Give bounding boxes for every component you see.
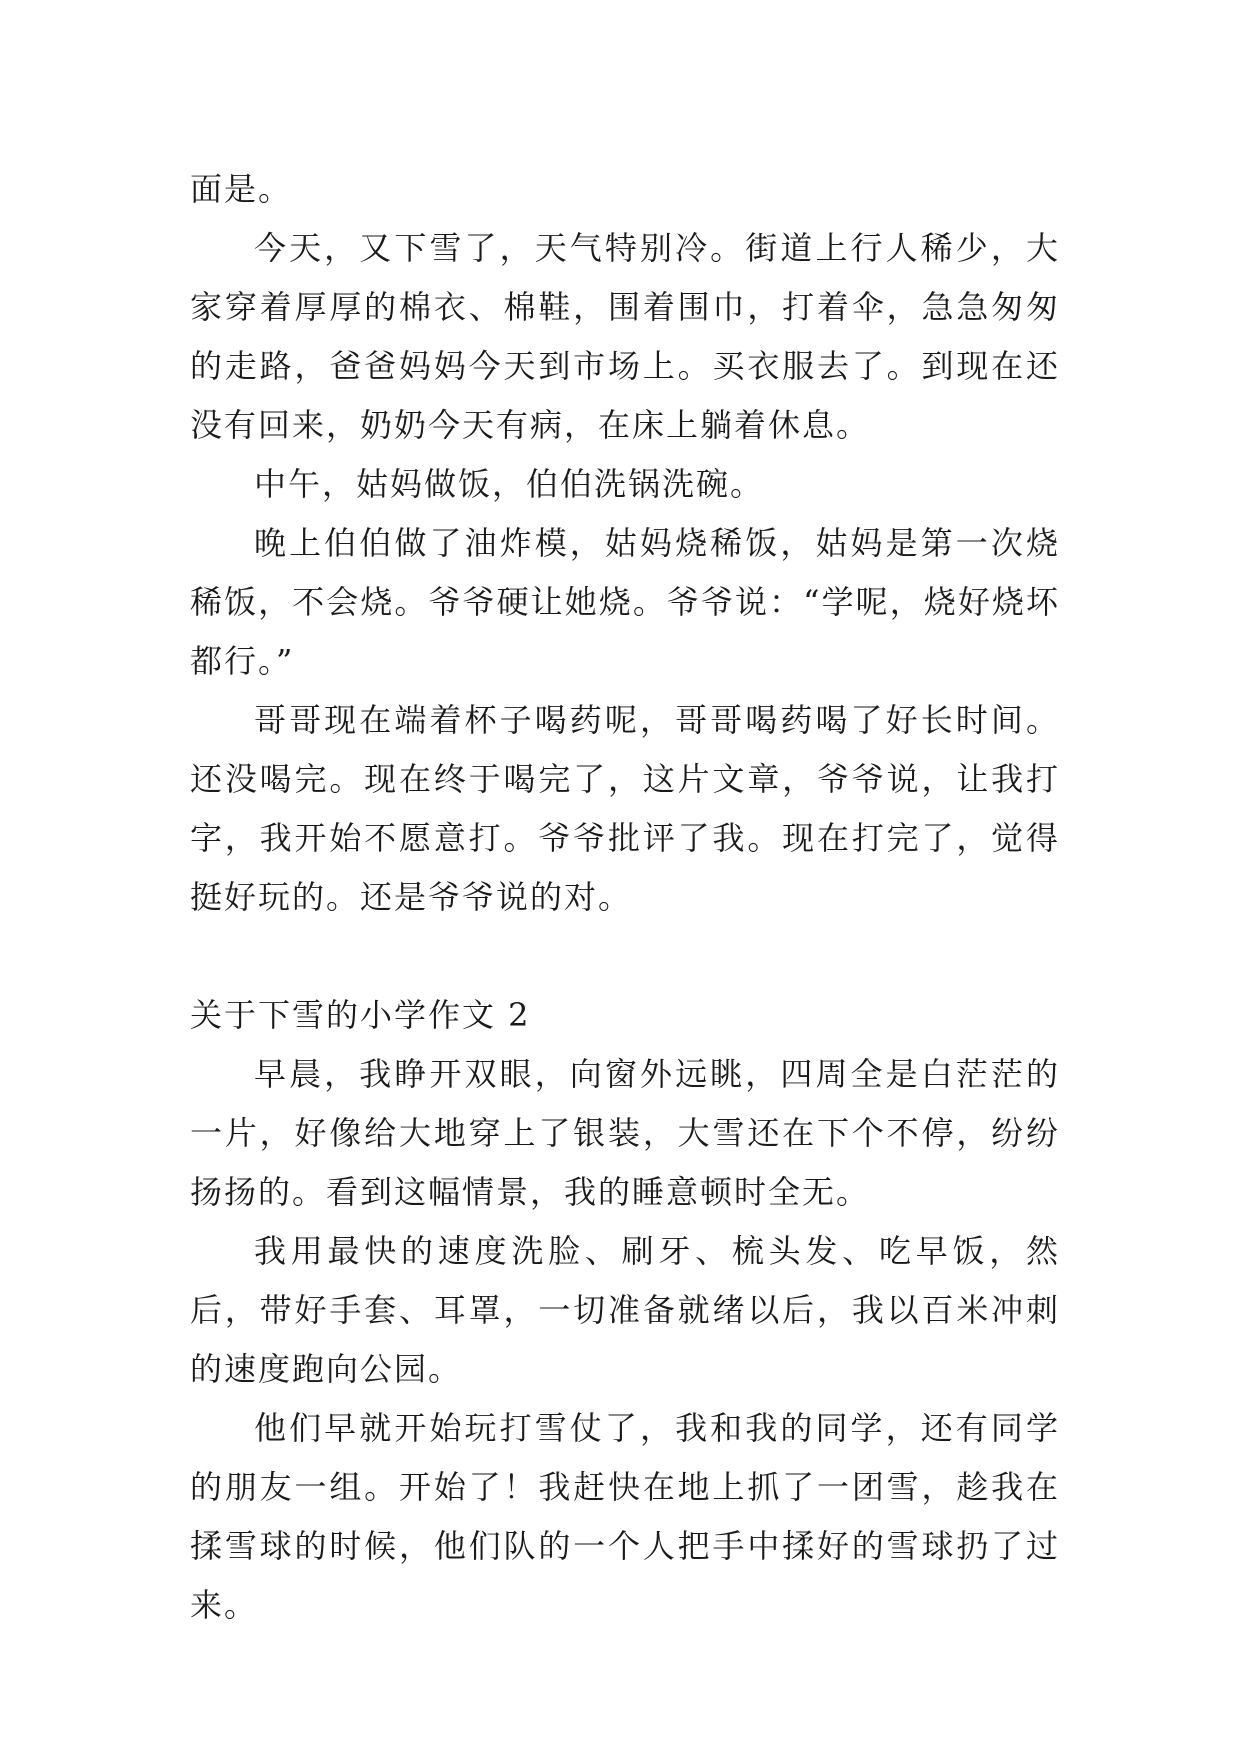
paragraph-3: 中午，姑妈做饭，伯伯洗锅洗碗。 bbox=[254, 465, 765, 503]
paragraph-5: 哥哥现在端着杯子喝药呢，哥哥喝药喝了好长时间。还没喝完。现在终于喝完了，这片文章，爷爷说，让我打字，我开始不愿意打。爷爷批评了我。现在打完了，觉得挺好玩的。还是爷爷说的对。 bbox=[190, 701, 1060, 916]
section-paragraph-3: 他们早就开始玩打雪仗了，我和我的同学，还有同学的朋友一组。开始了！我赶快在地上抓了一团雪，趁我在揉雪球的时候，他们队的一个人把手中揉好的雪球扔了过来。 bbox=[190, 1409, 1060, 1624]
paragraph-2: 今天，又下雪了，天气特别冷。街道上行人稀少，大家穿着厚厚的棉衣、棉鞋，围着围巾，打着伞，急急匆匆的走路，爸爸妈妈今天到市场上。买衣服去了。到现在还没有回来，奶奶今天有病，在床上躺着休息。 bbox=[190, 229, 1060, 444]
paragraph-1: 面是。 bbox=[190, 170, 293, 208]
section-paragraph-1: 早晨，我睁开双眼，向窗外远眺，四周全是白茫茫的一片，好像给大地穿上了银装，大雪还在下个不停，纷纷扬扬的。看到这幅情景，我的睡意顿时全无。 bbox=[190, 1055, 1060, 1211]
document-body bbox=[190, 160, 1060, 1635]
paragraph-4: 晚上伯伯做了油炸模，姑妈烧稀饭，姑妈是第一次烧稀饭，不会烧。爷爷硬让她烧。爷爷说：“学呢，烧好烧坏都行。” bbox=[190, 524, 1060, 680]
section-paragraph-2: 我用最快的速度洗脸、刷牙、梳头发、吃早饭，然后，带好手套、耳罩，一切准备就绪以后，我以百米冲刺的速度跑向公园。 bbox=[190, 1232, 1060, 1388]
section-title: 关于下雪的小学作文 2 bbox=[190, 996, 531, 1034]
